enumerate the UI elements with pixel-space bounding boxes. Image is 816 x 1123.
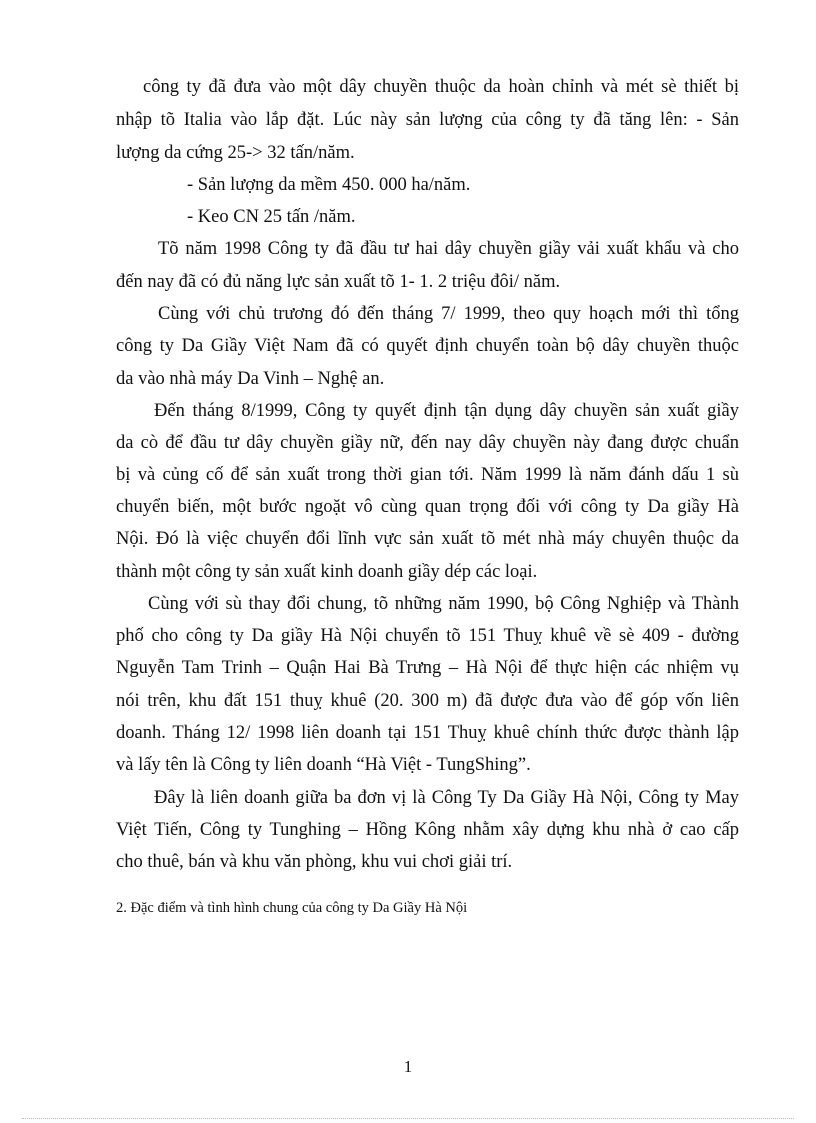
text-line: doanh. Tháng 12/ 1998 liên doanh tại 151 Thuỵ khuê chính thức được thành lập bbox=[116, 723, 739, 743]
bullet-line: - Keo CN 25 tấn /năm. bbox=[187, 207, 356, 227]
text-line: chuyển biến, một bước ngoặt vô cùng quan trọng đối với công ty Da giầy Hà bbox=[116, 497, 739, 517]
text-line: Đây là liên doanh giữa ba đơn vị là Công Ty Da Giầy Hà Nội, Công ty May bbox=[154, 788, 739, 808]
text-line: Nội. Đó là việc chuyển đổi lĩnh vực sản xuất tõ mét nhà máy chuyên thuộc da bbox=[116, 529, 739, 549]
text-line: và lấy tên là Công ty liên doanh “Hà Việt - TungShing”. bbox=[116, 755, 531, 775]
text-line: Việt Tiến, Công ty Tunghing – Hồng Kông nhằm xây dựng khu nhà ở cao cấp bbox=[116, 820, 739, 840]
text-line: cho thuê, bán và khu văn phòng, khu vui chơi giải trí. bbox=[116, 852, 513, 872]
text-line: Tõ năm 1998 Công ty đã đầu tư hai dây chuyền giầy vải xuất khẩu và cho bbox=[158, 239, 739, 259]
text-line: đến nay đã có đủ năng lực sản xuất tõ 1- 1. 2 triệu đôi/ năm. bbox=[116, 272, 561, 292]
text-line: Đến tháng 8/1999, Công ty quyết định tận dụng dây chuyền sản xuất giầy bbox=[154, 401, 739, 421]
section-heading: 2. Đặc điểm và tình hình chung của công ty Da Giầy Hà Nội bbox=[116, 900, 468, 916]
text-line: Cùng với chủ trương đó đến tháng 7/ 1999, theo quy hoạch mới thì tổng bbox=[158, 304, 739, 324]
text-line: công ty Da Giầy Việt Nam đã có quyết định chuyển toàn bộ dây chuyền thuộc bbox=[116, 336, 739, 356]
text-line: nói trên, khu đất 151 thuỵ khuê (20. 300 m) đã được đưa vào để góp vốn liên bbox=[116, 691, 739, 711]
page-bottom-border bbox=[22, 1118, 794, 1119]
text-line: da vào nhà máy Da Vinh – Nghệ an. bbox=[116, 369, 385, 389]
text-line: công ty đã đưa vào một dây chuyền thuộc da hoàn chỉnh và mét sè thiết bị bbox=[143, 77, 739, 97]
page-number: 1 bbox=[403, 1057, 413, 1076]
text-line: Cùng với sù thay đổi chung, tõ những năm 1990, bộ Công Nghiệp và Thành bbox=[148, 594, 739, 614]
text-line: phố cho công ty Da giầy Hà Nội chuyển tõ 151 Thuỵ khuê về sè 409 - đường bbox=[116, 626, 739, 646]
bullet-line: - Sản lượng da mềm 450. 000 ha/năm. bbox=[187, 175, 471, 195]
text-line: da cò để đầu tư dây chuyền giầy nữ, đến nay dây chuyền này đang được chuẩn bbox=[116, 433, 739, 453]
text-line: Nguyễn Tam Trinh – Quận Hai Bà Trưng – Hà Nội để thực hiện các nhiệm vụ bbox=[116, 658, 739, 678]
text-line: lượng da cứng 25-> 32 tấn/năm. bbox=[116, 143, 355, 163]
text-line: thành một công ty sản xuất kinh doanh giầy dép các loại. bbox=[116, 562, 538, 582]
text-line: bị và củng cố để sản xuất trong thời gian tới. Năm 1999 là năm đánh dấu 1 sù bbox=[116, 465, 739, 485]
text-line: nhập tõ Italia vào lắp đặt. Lúc này sản lượng của công ty đã tăng lên: - Sản bbox=[116, 110, 739, 130]
